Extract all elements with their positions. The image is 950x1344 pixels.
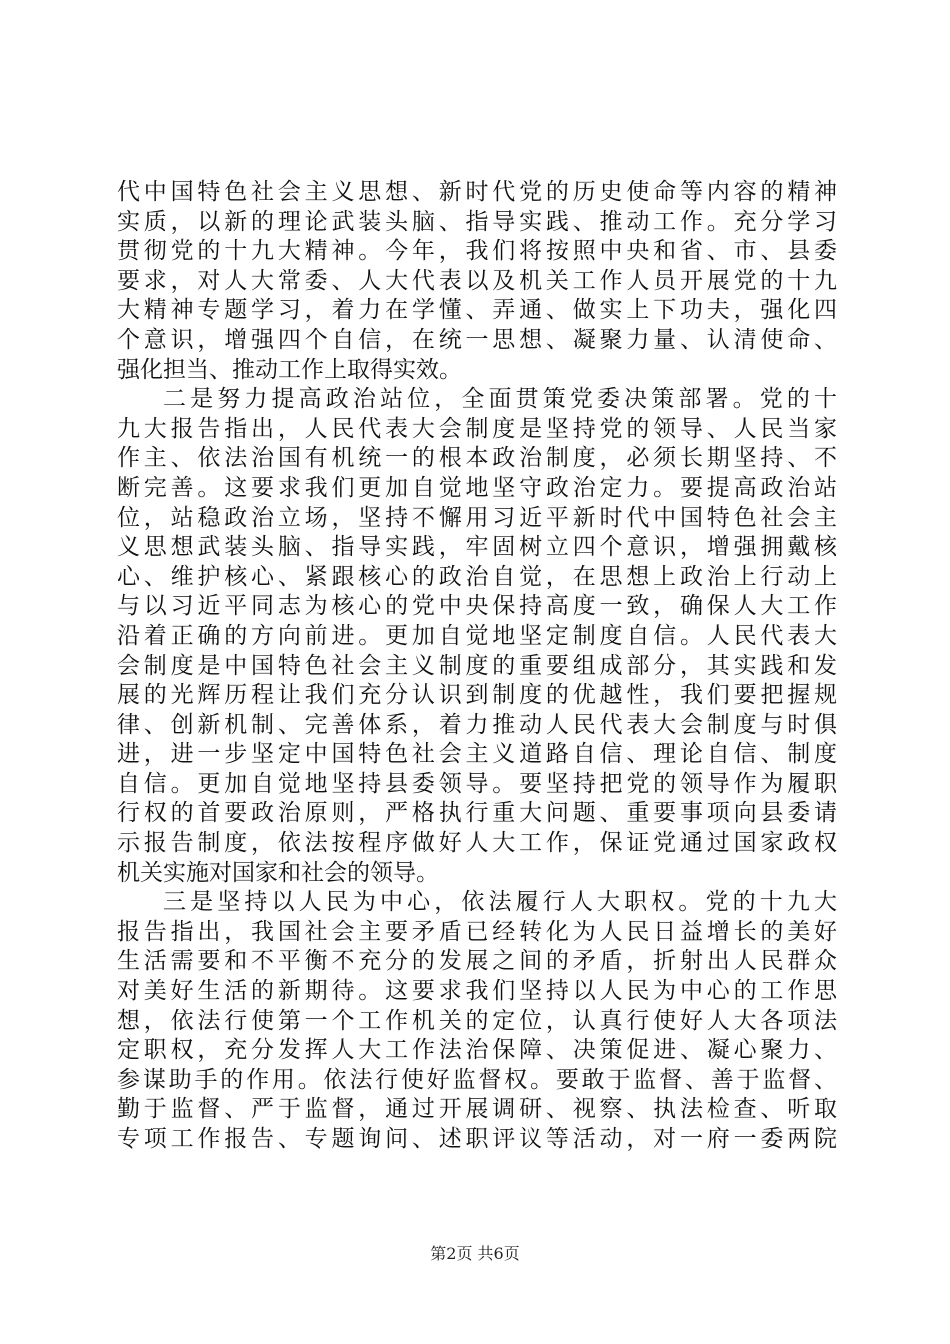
text-line: 进，进一步坚定中国特色社会主义道路自信、理论自信、制度 [117,741,837,768]
text-line: 强化担当、推动工作上取得实效。 [117,356,462,383]
text-line: 律、创新机制、完善体系，着力推动人民代表大会制度与时俱 [117,711,837,738]
text-line: 贯彻党的十九大精神。今年，我们将按照中央和省、市、县委 [117,238,837,265]
text-line: 报告指出，我国社会主要矛盾已经转化为人民日益增长的美好 [117,918,837,945]
text-line: 个意识，增强四个自信，在统一思想、凝聚力量、认清使命、 [117,326,837,353]
text-line: 定职权，充分发挥人大工作法治保障、决策促进、凝心聚力、 [117,1037,837,1064]
text-line: 九大报告指出，人民代表大会制度是坚持党的领导、人民当家 [117,415,837,442]
text-line: 位，站稳政治立场，坚持不懈用习近平新时代中国特色社会主 [117,504,837,531]
page-number-footer: 第2页 共6页 [430,1244,520,1263]
paragraph-start-line: 三是坚持以人民为中心，依法履行人大职权。党的十九大 [163,889,837,916]
paragraph-start-line: 二是努力提高政治站位，全面贯策党委决策部署。党的十 [163,386,837,413]
text-line: 行权的首要政治原则，严格执行重大问题、重要事项向县委请 [117,800,837,827]
text-line: 断完善。这要求我们更加自觉地坚守政治定力。要提高政治站 [117,474,837,501]
text-line: 代中国特色社会主义思想、新时代党的历史使命等内容的精神 [117,179,837,205]
text-line: 想，依法行使第一个工作机关的定位，认真行使好人大各项法 [117,1007,837,1034]
text-line: 生活需要和不平衡不充分的发展之间的矛盾，折射出人民群众 [117,948,837,975]
text-line: 实质，以新的理论武装头脑、指导实践、推动工作。充分学习 [117,208,837,235]
text-line: 勤于监督、严于监督，通过开展调研、视察、执法检查、听取 [117,1096,837,1123]
text-line: 作主、依法治国有机统一的根本政治制度，必须长期坚持、不 [117,445,837,472]
text-line: 心、维护核心、紧跟核心的政治自觉，在思想上政治上行动上 [117,563,837,590]
text-line: 机关实施对国家和社会的领导。 [117,859,439,886]
text-line: 要求，对人大常委、人大代表以及机关工作人员开展党的十九 [117,267,837,294]
text-line: 与以习近平同志为核心的党中央保持高度一致，确保人大工作 [117,593,837,620]
text-line: 自信。更加自觉地坚持县委领导。要坚持把党的领导作为履职 [117,770,837,797]
text-line: 大精神专题学习，着力在学懂、弄通、做实上下功夫，强化四 [117,297,837,324]
text-line: 会制度是中国特色社会主义制度的重要组成部分，其实践和发 [117,652,837,679]
text-line: 沿着正确的方向前进。更加自觉地坚定制度自信。人民代表大 [117,622,837,649]
document-body [117,178,837,1155]
text-line: 义思想武装头脑、指导实践，牢固树立四个意识，增强拥戴核 [117,534,837,561]
text-line: 专项工作报告、专题询问、述职评议等活动，对一府一委两院 [117,1126,837,1152]
text-line: 示报告制度，依法按程序做好人大工作，保证党通过国家政权 [117,830,837,857]
text-line: 展的光辉历程让我们充分认识到制度的优越性，我们要把握规 [117,682,837,709]
text-line: 参谋助手的作用。依法行使好监督权。要敢于监督、善于监督、 [117,1066,837,1093]
text-line: 对美好生活的新期待。这要求我们坚持以人民为中心的工作思 [117,978,837,1005]
